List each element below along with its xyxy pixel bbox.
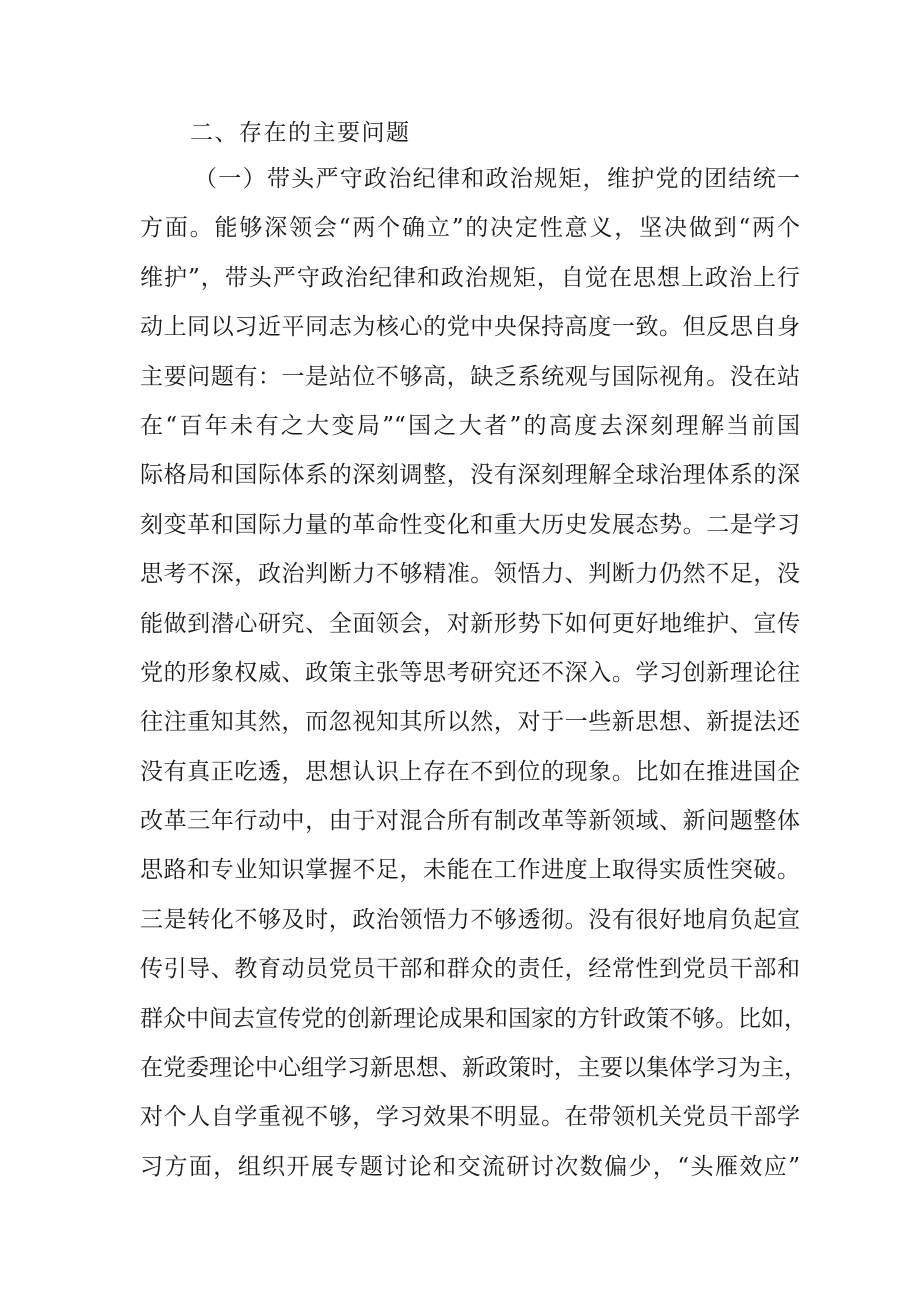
section-heading: 二、存在的主要问题 bbox=[190, 120, 411, 146]
paragraph-body bbox=[140, 155, 807, 1192]
paragraph-line: 对个人自学重视不够，学习效果不明显。在带领机关党员干部学 bbox=[140, 1104, 800, 1131]
paragraph-line: 在党委理论中心组学习新思想、新政策时，主要以集体学习为主， bbox=[140, 1055, 807, 1082]
paragraph-line: 传引导、教育动员党员干部和群众的责任，经常性到党员干部和 bbox=[140, 956, 800, 983]
paragraph-line: 际格局和国际体系的深刻调整，没有深刻理解全球治理体系的深 bbox=[140, 462, 800, 489]
paragraph-line: 刻变革和国际力量的革命性变化和重大历史发展态势。二是学习 bbox=[140, 511, 800, 538]
paragraph-line: 三是转化不够及时，政治领悟力不够透彻。没有很好地肩负起宣 bbox=[140, 906, 800, 933]
paragraph-line: 在“百年未有之大变局”“国之大者”的高度去深刻理解当前国 bbox=[140, 412, 800, 439]
paragraph-line: （一）带头严守政治纪律和政治规矩，维护党的团结统一 bbox=[194, 166, 800, 192]
paragraph-line: 方面。能够深领会“两个确立”的决定性意义，坚决做到“两个 bbox=[140, 215, 800, 242]
paragraph-line: 能做到潜心研究、全面领会，对新形势下如何更好地维护、宣传 bbox=[140, 610, 800, 637]
paragraph-line: 往注重知其然，而忽视知其所以然，对于一些新思想、新提法还 bbox=[140, 709, 800, 736]
paragraph-line: 思路和专业知识掌握不足，未能在工作进度上取得实质性突破。 bbox=[140, 857, 800, 884]
paragraph-line: 改革三年行动中，由于对混合所有制改革等新领域、新问题整体 bbox=[140, 808, 800, 835]
paragraph-line: 没有真正吃透，思想认识上存在不到位的现象。比如在推进国企 bbox=[140, 758, 800, 785]
paragraph-line: 群众中间去宣传党的创新理论成果和国家的方针政策不够。比如， bbox=[140, 1005, 807, 1032]
paragraph-line: 思考不深，政治判断力不够精准。领悟力、判断力仍然不足，没 bbox=[140, 561, 800, 588]
paragraph-line: 维护”，带头严守政治纪律和政治规矩，自觉在思想上政治上行 bbox=[140, 264, 800, 291]
paragraph-line: 动上同以习近平同志为核心的党中央保持高度一致。但反思自身 bbox=[140, 314, 800, 341]
paragraph-line: 党的形象权威、政策主张等思考研究还不深入。学习创新理论往 bbox=[140, 659, 800, 686]
paragraph-line: 主要问题有：一是站位不够高，缺乏系统观与国际视角。没在站 bbox=[140, 363, 800, 390]
paragraph-line: 习方面，组织开展专题讨论和交流研讨次数偏少，“头雁效应” bbox=[140, 1153, 800, 1180]
